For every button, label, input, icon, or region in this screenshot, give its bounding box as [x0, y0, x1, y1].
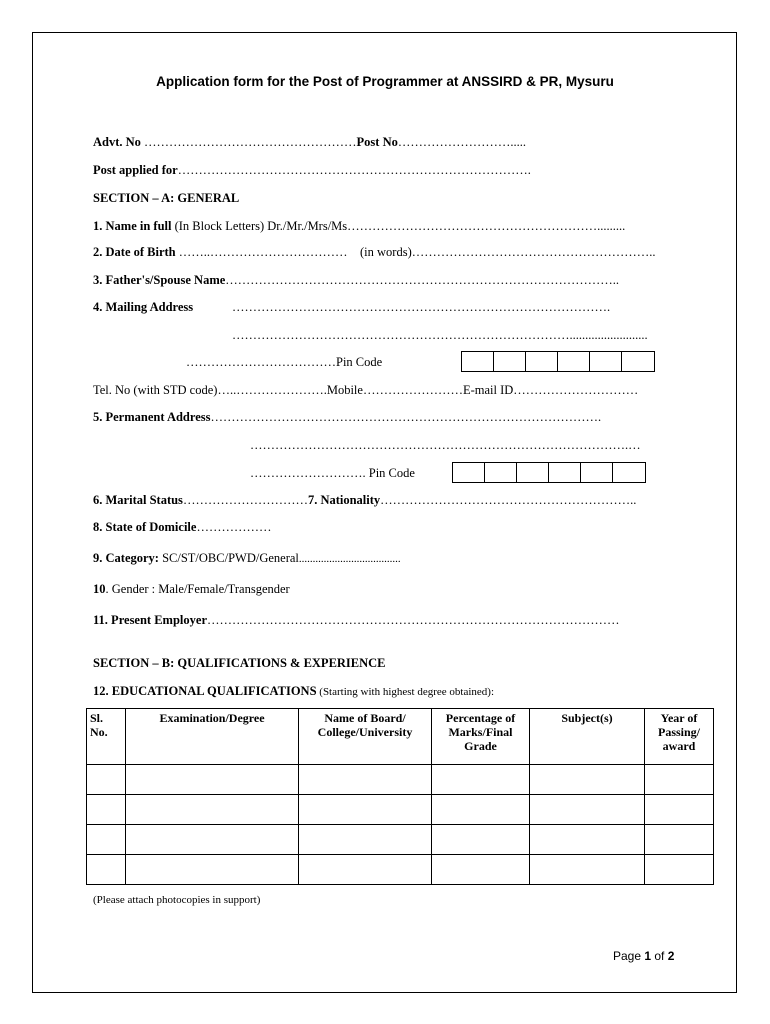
table-cell[interactable]	[87, 795, 126, 825]
mailing-pin-label: Pin Code	[336, 355, 383, 369]
employer-label: 11. Present Employer	[93, 613, 207, 627]
permanent-pin-boxes[interactable]	[452, 462, 646, 483]
dob-row	[93, 245, 655, 260]
marital-input[interactable]: …………………………	[182, 493, 308, 507]
category-label: 9. Category:	[93, 551, 159, 565]
dob-words-label: (in words)	[360, 245, 412, 259]
table-cell[interactable]	[530, 825, 645, 855]
domicile-row	[93, 520, 271, 535]
category-input[interactable]: .....................................	[298, 553, 401, 565]
col-sl-no: Sl. No.	[87, 709, 126, 765]
post-no-label: Post No	[356, 135, 398, 149]
edu-heading: 12. EDUCATIONAL QUALIFICATIONS	[93, 684, 317, 698]
employer-input[interactable]: ………………………………………………………………………………………	[207, 613, 620, 627]
table-cell[interactable]	[126, 795, 299, 825]
post-applied-row	[93, 163, 531, 178]
domicile-label: 8. State of Domicile	[93, 520, 197, 534]
col-percentage: Percentage of Marks/Final Grade	[432, 709, 530, 765]
of-word: of	[651, 949, 668, 963]
gender-row	[93, 582, 290, 597]
section-b-heading: SECTION – B: QUALIFICATIONS & EXPERIENCE	[93, 656, 386, 670]
table-row	[87, 855, 714, 885]
employer-row	[93, 613, 620, 628]
form-title: Application form for the Post of Programmer at ANSSIRD & PR, Mysuru	[156, 74, 614, 89]
col-examination: Examination/Degree	[126, 709, 299, 765]
nationality-label: 7. Nationality	[307, 493, 381, 507]
father-row	[93, 273, 619, 288]
dob-label: 2. Date of Birth	[93, 245, 176, 259]
table-header-row	[87, 709, 714, 765]
name-input[interactable]: …………………………………………………….........	[347, 219, 626, 233]
permanent-pin-label: Pin Code	[368, 466, 415, 480]
advt-input[interactable]: ……………………………………………	[144, 135, 357, 149]
name-hint: (In Block Letters) Dr./Mr./Mrs/Ms	[171, 219, 348, 233]
email-label: E-mail ID	[462, 383, 514, 397]
permanent-label: 5. Permanent Address	[93, 410, 211, 424]
table-row	[87, 765, 714, 795]
table-row	[87, 825, 714, 855]
table-cell[interactable]	[126, 765, 299, 795]
table-cell[interactable]	[432, 855, 530, 885]
gender-number: 10	[93, 582, 106, 596]
post-applied-input[interactable]: ………………………………………………………………………….	[177, 163, 531, 177]
mobile-input[interactable]: ……………………	[362, 383, 463, 397]
table-cell[interactable]	[87, 855, 126, 885]
attach-note: (Please attach photocopies in support)	[93, 894, 261, 906]
col-subjects: Subject(s)	[530, 709, 645, 765]
post-no-input[interactable]: ……………………….....	[397, 135, 526, 149]
table-cell[interactable]	[432, 795, 530, 825]
table-cell[interactable]	[432, 765, 530, 795]
education-table	[86, 708, 714, 885]
permanent-line-2[interactable]: ……………………………………………………………………………….…	[250, 438, 641, 452]
father-input[interactable]: …………………………………………………………………………………..	[225, 273, 620, 287]
table-cell[interactable]	[432, 825, 530, 855]
edu-heading-row	[93, 684, 494, 700]
name-label: 1. Name in full	[93, 219, 172, 233]
col-year: Year of Passing/ award	[645, 709, 714, 765]
mailing-row	[93, 300, 193, 315]
current-page: 1	[644, 949, 652, 963]
category-options: SC/ST/OBC/PWD/General	[158, 551, 299, 565]
email-input[interactable]: …………………………	[513, 383, 639, 397]
page-word: Page	[613, 949, 645, 963]
table-cell[interactable]	[299, 855, 432, 885]
table-cell[interactable]	[645, 795, 714, 825]
tel-label: Tel. No (with STD code)	[93, 383, 218, 397]
mailing-pin-boxes[interactable]	[461, 351, 655, 372]
mailing-line-1[interactable]: ……………………………………………………………………………….	[232, 300, 611, 314]
table-cell[interactable]	[126, 825, 299, 855]
advt-label: Advt. No	[93, 135, 141, 149]
permanent-row	[93, 410, 601, 425]
gender-text: . Gender : Male/Female/Transgender	[105, 582, 290, 596]
permanent-line-1[interactable]: ………………………………………………………………………………….	[210, 410, 602, 424]
table-cell[interactable]	[299, 765, 432, 795]
table-row	[87, 795, 714, 825]
page-number	[613, 949, 674, 963]
table-cell[interactable]	[299, 825, 432, 855]
mailing-line-3-input[interactable]: ………………………………	[186, 355, 336, 369]
section-a-heading: SECTION – A: GENERAL	[93, 191, 240, 205]
table-cell[interactable]	[645, 855, 714, 885]
table-cell[interactable]	[530, 765, 645, 795]
dob-words-input[interactable]: …………………………………………………..	[411, 245, 656, 259]
contact-row	[93, 383, 638, 398]
mailing-label: 4. Mailing Address	[93, 300, 194, 314]
table-cell[interactable]	[645, 825, 714, 855]
mailing-line-3	[186, 355, 382, 370]
tel-input[interactable]: …..………………….	[217, 383, 327, 397]
table-cell[interactable]	[645, 765, 714, 795]
table-cell[interactable]	[87, 765, 126, 795]
marital-label: 6. Marital Status	[93, 493, 183, 507]
name-row	[93, 219, 625, 234]
edu-hint: (Starting with highest degree obtained):	[316, 686, 495, 698]
domicile-input[interactable]: ………………	[196, 520, 272, 534]
col-board: Name of Board/ College/University	[299, 709, 432, 765]
nationality-input[interactable]: ……………………………………………………..	[380, 493, 637, 507]
table-cell[interactable]	[126, 855, 299, 885]
permanent-line-3	[250, 466, 415, 481]
dob-input[interactable]: ……..……………………………	[175, 245, 348, 259]
father-label: 3. Father's/Spouse Name	[93, 273, 226, 287]
table-cell[interactable]	[299, 795, 432, 825]
permanent-line-3-input[interactable]: ……………………….	[250, 466, 366, 480]
total-pages: 2	[667, 949, 675, 963]
table-cell[interactable]	[87, 825, 126, 855]
mailing-line-2[interactable]: ……………………………………………………………………….........................	[232, 328, 648, 342]
marital-row	[93, 493, 636, 508]
category-row	[93, 551, 401, 567]
table-cell[interactable]	[530, 855, 645, 885]
post-applied-label: Post applied for	[93, 163, 178, 177]
advt-row	[93, 135, 526, 150]
mobile-label: Mobile	[326, 383, 363, 397]
table-cell[interactable]	[530, 795, 645, 825]
